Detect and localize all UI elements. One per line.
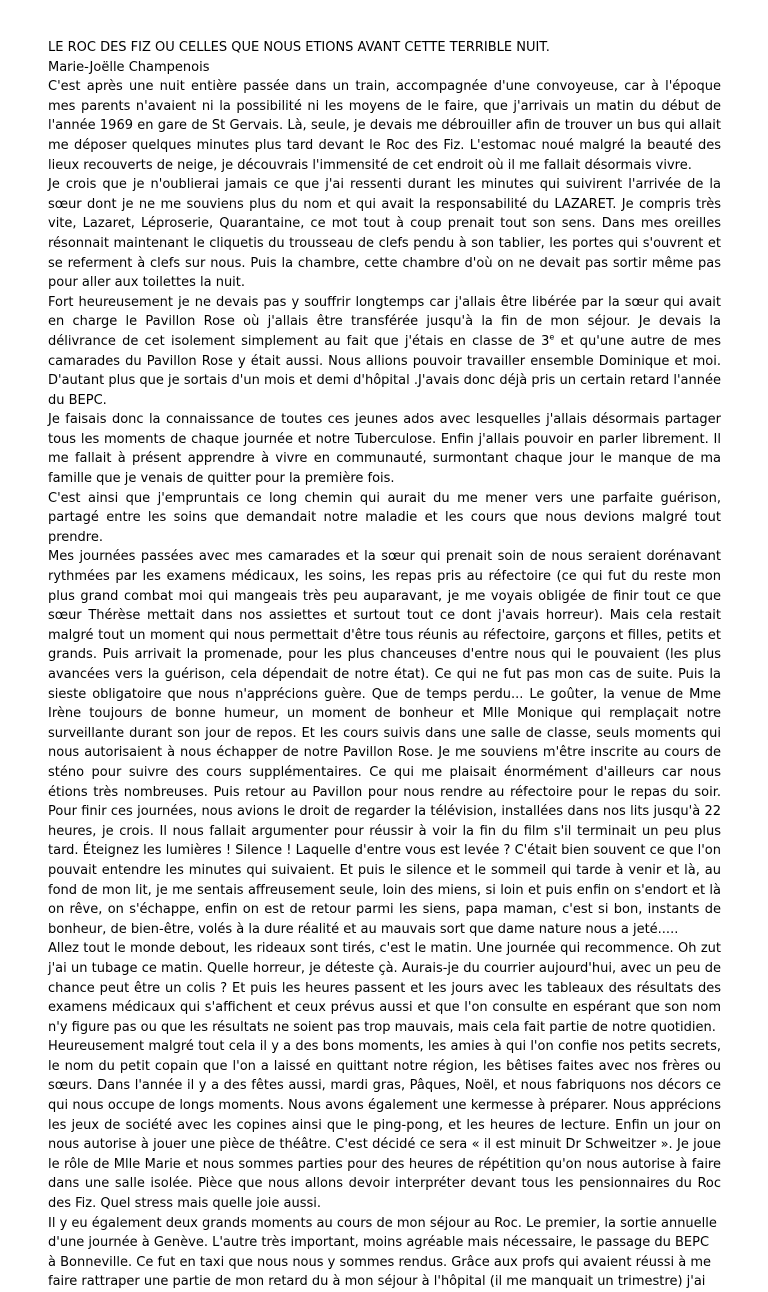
paragraph-pavillon-rose-part2: et qu'une autre de mes camarades du Pavillon Rose y était aussi. Nous allions pouvoir travailler ensemble Dominique et moi. D'autant plus que je sortais d'un mois et demi d'hôpital .J'avais donc déjà pris un certain retard l'année du BEPC. (48, 333, 721, 408)
document-title: LE ROC DES FIZ OU CELLES QUE NOUS ETIONS AVANT CETTE TERRIBLE NUIT. (48, 40, 550, 55)
paragraph-community: Je faisais donc la connaissance de toutes ces jeunes ados avec lesquelles j'allais désormais partager tous les moments de chaque journée et notre Tuberculose. Enfin j'allais pouvoir en parler librement. Il me fallait à présent apprendre à vivre en communauté, surmontant chaque jour le manque de ma famille que je venais de quitter pour la première fois. (48, 412, 721, 487)
superscript-e: e (549, 332, 555, 342)
document-author: Marie-Joëlle Champenois (48, 59, 210, 75)
paragraph-arrival: C'est après une nuit entière passée dans un train, accompagnée d'une convoyeuse, car à l'époque mes parents n'avaient ni la possibilité ni les moyens de le faire, que j'arrivais un matin du début de l'année 1969 en gare de St Gervais. Là, seule, je devais me débrouiller afin de trouver un bus qui allait me déposer quelques minutes plus tard devant le Roc des Fiz. L'estomac noué malgré la beauté des lieux recouverts de neige, je découvrais l'immensité de cet endroit où il me fallait désormais vivre. (48, 79, 721, 173)
paragraph-lazaret: Je crois que je n'oublierai jamais ce que j'ai ressenti durant les minutes qui suivirent l'arrivée de la sœur dont je ne me souviens plus du nom et qui avait la responsabilité du LAZARET. Je compris très vite, Lazaret, Léproserie, Quarantaine, ce mot tout à coup prenait tout son sens. Dans mes oreilles résonnait maintenant le cliquetis du trousseau de clefs pendu à son tablier, les portes qui s'ouvrent et se referment à clefs sur nous. Puis la chambre, cette chambre d'où on ne devait pas sortir même pas pour aller aux toilettes la nuit. (48, 177, 721, 291)
document-page (48, 38, 721, 1292)
paragraph-path: C'est ainsi que j'empruntais ce long chemin qui aurait du me mener vers une parfaite guérison, partagé entre les soins que demandait notre maladie et les cours que nous devions malgré tout prendre. (48, 490, 721, 545)
paragraph-big-moments: Il y eu également deux grands moments au cours de mon séjour au Roc. Le premier, la sortie annuelle d'une journée à Genève. L'autre très important, moins agréable mais nécessaire, le passage du BEPC à Bonneville. Ce fut en taxi que nous nous y sommes rendus. Grâce aux profs qui avaient réussi à me faire rattraper une partie de mon retard du à mon séjour à l'hôpital (il me manquait un trimestre) j'ai (48, 1215, 717, 1290)
paragraph-pavillon-rose (48, 293, 721, 411)
paragraph-pavillon-rose-part1: Fort heureusement je ne devais pas y souffrir longtemps car j'allais être libérée par la sœur qui avait en charge le Pavillon Rose où j'allais être transférée jusqu'à la fin de mon séjour. Je devais la délivrance de cet isolement simplement au fait que j'étais en classe de 3 (48, 294, 721, 349)
paragraph-daily-life: Mes journées passées avec mes camarades et la sœur qui prenait soin de nous seraient dorénavant rythmées par les examens médicaux, les soins, les repas pris au réfectoire (ce qui fut du reste mon plus grand combat moi qui mangeais très peu auparavant, je me voyais obligée de finir tout ce que sœur Thérèse mettait dans nos assiettes et surtout tout ce dont j'avais horreur). Mais cela restait malgré tout un moment qui nous permettait d'être tous réunis au réfectoire, garçons et filles, petits et grands. Puis arrivait la promenade, pour les plus chanceuses d'entre nous qui le pouvaient (les plus avancées vers la guérison, cela dépendait de notre état). Ce qui ne fut pas mon cas de suite. Puis la sieste obligatoire que nous n'apprécions guère. Que de temps perdu... Le goûter, la venue de Mme Irène toujours de bonne humeur, un moment de bonheur et Mlle Monique qui remplaçait notre surveillante durant son jour de repos. Et les cours suivis dans une salle de classe, seuls moments qui nous autorisaient à nous échapper de notre Pavillon Rose. Je me souviens m'être inscrite au cours de sténo pour suivre des cours supplémentaires. Ce qui me plaisait énormément d'ailleurs car nous étions très nombreuses. Puis retour au Pavillon pour nous rendre au réfectoire pour le repas du soir. Pour finir ces journées, nous avions le droit de regarder la télévision, installées dans nos lits jusqu'à 22 heures, je crois. Il nous fallait argumenter pour réussir à voir la fin du film s'il terminait un peu plus tard. Éteignez les lumières ! Silence ! Laquelle d'entre vous est levée ? C'était bien souvent ce que l'on pouvait entendre les minutes qui suivaient. Et puis le silence et le sommeil qui tarde à venir et là, au fond de mon lit, je me sentais affreusement seule, loin des miens, si loin et puis enfin on s'endort et là on rêve, on s'échappe, enfin on est de retour parmi les siens, papa maman, c'est si bon, instants de bonheur, de bien-être, volés à la dure réalité et au mauvais sort que dame nature nous a jeté..... (48, 549, 721, 937)
paragraph-morning: Allez tout le monde debout, les rideaux sont tirés, c'est le matin. Une journée qui recommence. Oh zut j'ai un tubage ce matin. Quelle horreur, je déteste çà. Aurais-je du courrier aujourd'hui, avec un peu de chance peut être un colis ? Et puis les heures passent et les jours avec les tableaux des résultats des examens médicaux qui s'affichent et ceux prévus aussi et que l'on consulte en espérant que son nom n'y figure pas ou que les résultats ne soient pas trop mauvais, mais cela fait partie de notre quotidien. (48, 941, 721, 1035)
paragraph-good-moments: Heureusement malgré tout cela il y a des bons moments, les amies à qui l'on confie nos petits secrets, le nom du petit copain que l'on a laissé en quittant notre région, les bêtises faites avec nos frères ou sœurs. Dans l'année il y a des fêtes aussi, mardi gras, Pâques, Noël, et nous fabriquons nos décors ce qui nous occupe de longs moments. Nous avons également une kermesse à préparer. Nous apprécions les jeux de société avec les copines ainsi que le ping-pong, et les heures de lecture. Enfin un jour on nous autorise à jouer une pièce de théâtre. C'est décidé ce sera « il est minuit Dr Schweitzer ». Je joue le rôle de Mlle Marie et nous sommes parties pour des heures de répétition qu'on nous autorise à faire dans une salle isolée. Pièce que nous allons devoir interpréter devant tous les pensionnaires du Roc des Fiz. Quel stress mais quelle joie aussi. (48, 1039, 721, 1212)
